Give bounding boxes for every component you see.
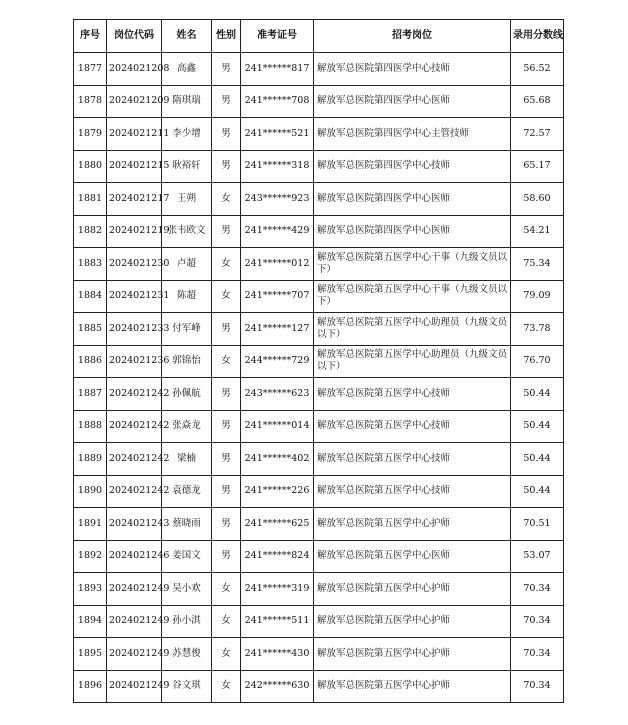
table-row xyxy=(74,573,564,606)
name-cell: 张韦欧文 xyxy=(162,215,212,248)
score-line-cell: 70.34 xyxy=(511,670,564,703)
position-cell: 解放军总医院第五医学中心护师 xyxy=(314,670,511,703)
gender-cell: 男 xyxy=(212,215,241,248)
header-name: 姓名 xyxy=(162,20,212,53)
score-line-cell: 56.52 xyxy=(511,53,564,86)
name-cell: 高鑫 xyxy=(162,53,212,86)
name-cell: 蔡晓雨 xyxy=(162,508,212,541)
exam-id-cell: 241******012 xyxy=(241,248,314,281)
post-code-cell: 2024021242 xyxy=(107,475,162,508)
serial-cell: 1890 xyxy=(74,475,107,508)
name-cell: 苏慧俊 xyxy=(162,638,212,671)
post-code-cell: 2024021242 xyxy=(107,378,162,411)
score-line-cell: 65.68 xyxy=(511,85,564,118)
table-row xyxy=(74,215,564,248)
position-cell: 解放军总医院第四医学中心医师 xyxy=(314,183,511,216)
gender-cell: 男 xyxy=(212,85,241,118)
exam-id-cell: 241******521 xyxy=(241,118,314,151)
serial-cell: 1884 xyxy=(74,280,107,313)
post-code-cell: 2024021219 xyxy=(107,215,162,248)
table-body xyxy=(74,53,564,703)
exam-id-cell: 241******430 xyxy=(241,638,314,671)
gender-cell: 女 xyxy=(212,573,241,606)
post-code-cell: 2024021208 xyxy=(107,53,162,86)
name-cell: 王朔 xyxy=(162,183,212,216)
serial-cell: 1882 xyxy=(74,215,107,248)
position-cell: 解放军总医院第五医学中心护师 xyxy=(314,573,511,606)
position-cell: 解放军总医院第四医学中心主管技师 xyxy=(314,118,511,151)
post-code-cell: 2024021233 xyxy=(107,313,162,346)
gender-cell: 女 xyxy=(212,345,241,378)
gender-cell: 女 xyxy=(212,605,241,638)
exam-id-cell: 241******127 xyxy=(241,313,314,346)
exam-id-cell: 241******402 xyxy=(241,443,314,476)
table-row xyxy=(74,280,564,313)
name-cell: 孙佩航 xyxy=(162,378,212,411)
serial-cell: 1892 xyxy=(74,540,107,573)
serial-cell: 1883 xyxy=(74,248,107,281)
exam-id-cell: 241******226 xyxy=(241,475,314,508)
gender-cell: 男 xyxy=(212,313,241,346)
name-cell: 卢超 xyxy=(162,248,212,281)
post-code-cell: 2024021246 xyxy=(107,540,162,573)
gender-cell: 男 xyxy=(212,508,241,541)
exam-id-cell: 244******729 xyxy=(241,345,314,378)
table-row xyxy=(74,378,564,411)
exam-id-cell: 241******511 xyxy=(241,605,314,638)
serial-cell: 1888 xyxy=(74,410,107,443)
post-code-cell: 2024021211 xyxy=(107,118,162,151)
gender-cell: 男 xyxy=(212,378,241,411)
post-code-cell: 2024021243 xyxy=(107,508,162,541)
table-row xyxy=(74,85,564,118)
gender-cell: 女 xyxy=(212,280,241,313)
name-cell: 张焱龙 xyxy=(162,410,212,443)
score-line-cell: 70.34 xyxy=(511,638,564,671)
post-code-cell: 2024021231 xyxy=(107,280,162,313)
table-row xyxy=(74,345,564,378)
header-position: 招考岗位 xyxy=(314,20,511,53)
score-line-cell: 79.09 xyxy=(511,280,564,313)
exam-id-cell: 242******630 xyxy=(241,670,314,703)
score-line-cell: 53.07 xyxy=(511,540,564,573)
serial-cell: 1885 xyxy=(74,313,107,346)
table-row xyxy=(74,183,564,216)
position-cell: 解放军总医院第五医学中心护师 xyxy=(314,605,511,638)
name-cell: 谷文琪 xyxy=(162,670,212,703)
position-cell: 解放军总医院第五医学中心干事（九级文员以下） xyxy=(314,280,511,313)
position-cell: 解放军总医院第五医学中心助理员（九级文员以下） xyxy=(314,313,511,346)
position-cell: 解放军总医院第五医学中心医师 xyxy=(314,540,511,573)
post-code-cell: 2024021242 xyxy=(107,443,162,476)
name-cell: 郭锦怡 xyxy=(162,345,212,378)
position-cell: 解放军总医院第五医学中心技师 xyxy=(314,410,511,443)
exam-id-cell: 241******319 xyxy=(241,573,314,606)
gender-cell: 男 xyxy=(212,410,241,443)
serial-cell: 1886 xyxy=(74,345,107,378)
post-code-cell: 2024021242 xyxy=(107,410,162,443)
table-row xyxy=(74,638,564,671)
table-row xyxy=(74,508,564,541)
position-cell: 解放军总医院第四医学中心技师 xyxy=(314,53,511,86)
post-code-cell: 2024021209 xyxy=(107,85,162,118)
gender-cell: 女 xyxy=(212,670,241,703)
header-row xyxy=(74,20,564,53)
name-cell: 隋琪瑞 xyxy=(162,85,212,118)
exam-id-cell: 241******014 xyxy=(241,410,314,443)
name-cell: 梁楠 xyxy=(162,443,212,476)
table-row xyxy=(74,540,564,573)
gender-cell: 男 xyxy=(212,53,241,86)
serial-cell: 1879 xyxy=(74,118,107,151)
score-line-cell: 75.34 xyxy=(511,248,564,281)
score-line-cell: 50.44 xyxy=(511,475,564,508)
score-line-cell: 70.34 xyxy=(511,573,564,606)
gender-cell: 男 xyxy=(212,443,241,476)
exam-id-cell: 241******318 xyxy=(241,150,314,183)
table-row xyxy=(74,313,564,346)
gender-cell: 男 xyxy=(212,118,241,151)
gender-cell: 男 xyxy=(212,475,241,508)
position-cell: 解放军总医院第四医学中心医师 xyxy=(314,85,511,118)
post-code-cell: 2024021249 xyxy=(107,573,162,606)
post-code-cell: 2024021215 xyxy=(107,150,162,183)
position-cell: 解放军总医院第五医学中心技师 xyxy=(314,443,511,476)
gender-cell: 女 xyxy=(212,638,241,671)
exam-id-cell: 241******824 xyxy=(241,540,314,573)
header-score-line: 录用分数线 xyxy=(511,20,564,53)
table-row xyxy=(74,118,564,151)
table-row xyxy=(74,248,564,281)
name-cell: 孙小淇 xyxy=(162,605,212,638)
table-row xyxy=(74,475,564,508)
results-table xyxy=(73,19,564,703)
exam-id-cell: 243******623 xyxy=(241,378,314,411)
position-cell: 解放军总医院第五医学中心干事（九级文员以下） xyxy=(314,248,511,281)
gender-cell: 女 xyxy=(212,183,241,216)
exam-id-cell: 241******708 xyxy=(241,85,314,118)
gender-cell: 男 xyxy=(212,150,241,183)
post-code-cell: 2024021249 xyxy=(107,605,162,638)
serial-cell: 1893 xyxy=(74,573,107,606)
post-code-cell: 2024021249 xyxy=(107,638,162,671)
serial-cell: 1889 xyxy=(74,443,107,476)
score-line-cell: 65.17 xyxy=(511,150,564,183)
name-cell: 陈超 xyxy=(162,280,212,313)
score-line-cell: 58.60 xyxy=(511,183,564,216)
gender-cell: 男 xyxy=(212,540,241,573)
exam-id-cell: 241******817 xyxy=(241,53,314,86)
serial-cell: 1896 xyxy=(74,670,107,703)
score-line-cell: 50.44 xyxy=(511,378,564,411)
position-cell: 解放军总医院第五医学中心护师 xyxy=(314,508,511,541)
header-post-code: 岗位代码 xyxy=(107,20,162,53)
name-cell: 李少增 xyxy=(162,118,212,151)
table-row xyxy=(74,443,564,476)
serial-cell: 1880 xyxy=(74,150,107,183)
name-cell: 吴小欢 xyxy=(162,573,212,606)
table-row xyxy=(74,53,564,86)
score-line-cell: 70.51 xyxy=(511,508,564,541)
post-code-cell: 2024021249 xyxy=(107,670,162,703)
table-row xyxy=(74,150,564,183)
exam-id-cell: 241******429 xyxy=(241,215,314,248)
header-exam-id: 准考证号 xyxy=(241,20,314,53)
serial-cell: 1891 xyxy=(74,508,107,541)
table-row xyxy=(74,605,564,638)
score-line-cell: 50.44 xyxy=(511,410,564,443)
score-line-cell: 73.78 xyxy=(511,313,564,346)
exam-id-cell: 241******707 xyxy=(241,280,314,313)
position-cell: 解放军总医院第五医学中心护师 xyxy=(314,638,511,671)
serial-cell: 1877 xyxy=(74,53,107,86)
name-cell: 姜国文 xyxy=(162,540,212,573)
position-cell: 解放军总医院第四医学中心医师 xyxy=(314,215,511,248)
score-line-cell: 54.21 xyxy=(511,215,564,248)
post-code-cell: 2024021236 xyxy=(107,345,162,378)
serial-cell: 1887 xyxy=(74,378,107,411)
exam-id-cell: 241******625 xyxy=(241,508,314,541)
position-cell: 解放军总医院第五医学中心技师 xyxy=(314,475,511,508)
header-serial: 序号 xyxy=(74,20,107,53)
table-row xyxy=(74,670,564,703)
serial-cell: 1881 xyxy=(74,183,107,216)
serial-cell: 1894 xyxy=(74,605,107,638)
name-cell: 付军峰 xyxy=(162,313,212,346)
serial-cell: 1878 xyxy=(74,85,107,118)
score-line-cell: 72.57 xyxy=(511,118,564,151)
exam-id-cell: 243******923 xyxy=(241,183,314,216)
position-cell: 解放军总医院第五医学中心助理员（九级文员以下） xyxy=(314,345,511,378)
gender-cell: 女 xyxy=(212,248,241,281)
name-cell: 袁德龙 xyxy=(162,475,212,508)
table-row xyxy=(74,410,564,443)
serial-cell: 1895 xyxy=(74,638,107,671)
position-cell: 解放军总医院第五医学中心技师 xyxy=(314,378,511,411)
score-line-cell: 70.34 xyxy=(511,605,564,638)
score-line-cell: 76.70 xyxy=(511,345,564,378)
post-code-cell: 2024021217 xyxy=(107,183,162,216)
header-gender: 性别 xyxy=(212,20,241,53)
name-cell: 耿裕轩 xyxy=(162,150,212,183)
position-cell: 解放军总医院第四医学中心技师 xyxy=(314,150,511,183)
score-line-cell: 50.44 xyxy=(511,443,564,476)
post-code-cell: 2024021230 xyxy=(107,248,162,281)
